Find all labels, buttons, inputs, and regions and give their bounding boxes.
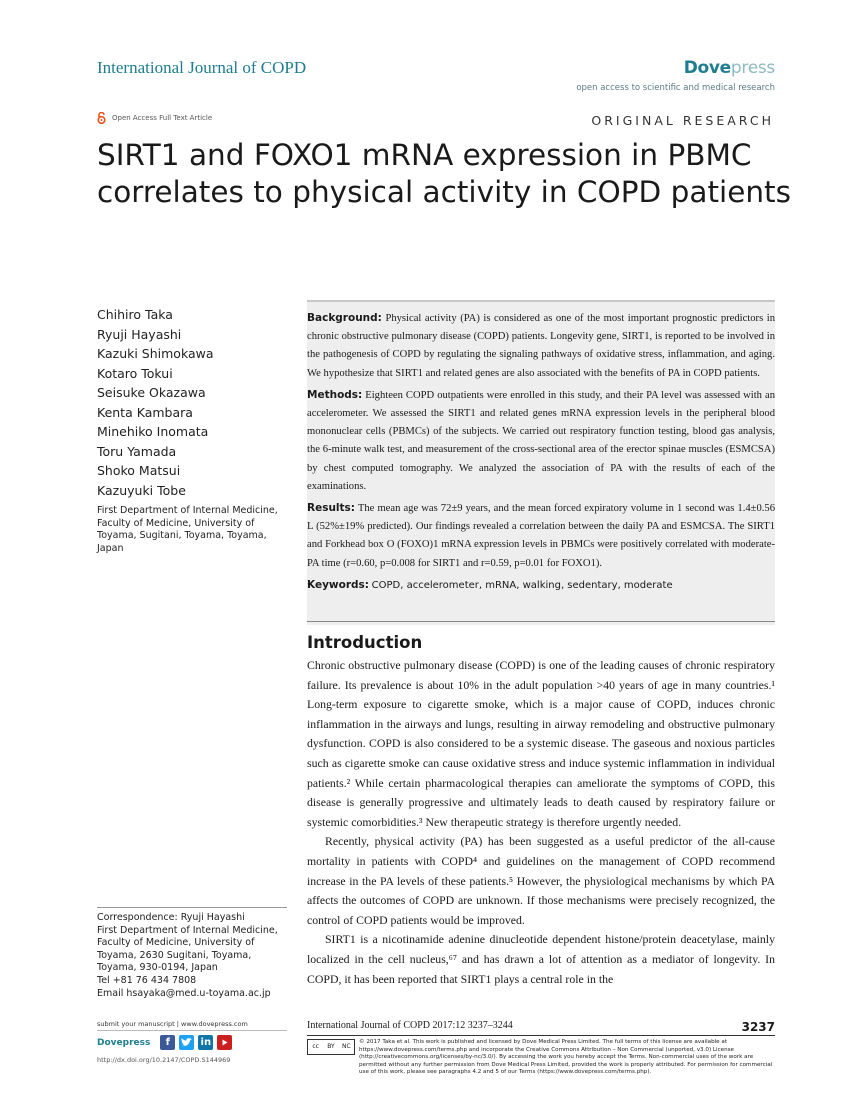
correspondence-divider: [97, 907, 287, 908]
license-text: © 2017 Taka et al. This work is published and licensed by Dove Medical Press Limited. The full terms of this license are available at https://www.dovepress.com/terms.php and incorporate the Creative Commons Attribution – Non Commercial (unported, v3.0) License (http://creativecommons.org/licenses/by-nc/3.0/). By accessing the work you hereby accept the Terms. Non-commercial uses of the work are permitted without any further permission from Dove Medical Press Limited, provided the work is properly attributed. For permission for commercial use of this work, please see paragraphs 4.2 and 5 of our Terms (https://www.dovepress.com/terms.php).: [359, 1039, 773, 1076]
author: Shoko Matsui: [97, 463, 181, 478]
correspondence-address: First Department of Internal Medicine, Faculty of Medicine, University of Toyama, 2630 Sugitani, Toyama, Toyama, 930-0194, Japan: [97, 924, 278, 974]
youtube-icon[interactable]: [217, 1035, 232, 1050]
results-text: The mean age was 72±9 years, and the mean forced expiratory volume in 1 second was 1.4±0.56 L (52%±19% predicted). Our findings revealed a correlation between the daily PA and ESMCSA. The SIRT1 and Forkhead box O (FOXO)1 mRNA expression levels in PBMCs were positively correlated with moderate-PA time (r=0.60, p=0.008 for SIRT1 and r=0.59, p=0.01 for FOXO1).: [307, 503, 775, 569]
results-label: Results:: [307, 502, 355, 515]
open-access-badge: [97, 112, 212, 124]
introduction-heading: Introduction: [307, 633, 423, 652]
abstract-results: [307, 496, 775, 573]
page-number: 3237: [741, 1020, 775, 1034]
submit-manuscript-link[interactable]: submit your manuscript | www.dovepress.com: [97, 1020, 287, 1031]
intro-paragraph: Chronic obstructive pulmonary disease (COPD) is one of the leading causes of chronic respiratory failure. Its prevalence is about 10% in the adult population >40 years of age in many countries.¹ Long-term exposure to cigarette smoke, which is a major cause of COPD, induces chronic inflammation in the airways and lungs, resulting in airway remodeling and obstructive pulmonary dysfunction. COPD is also considered to be a systemic disease. The gaseous and noxious particles such as cigarette smoke can cause oxidative stress and induce systemic inflammation in individual patients.² While certain pharmacological therapies can ameliorate the symptoms of COPD, this disease is generally progressive and ultimately leads to death caused by respiratory failure or systemic comorbidities.³ New therapeutic strategy is therefore urgently needed.: [307, 658, 775, 829]
correspondence-tel: Tel +81 76 434 7808: [97, 974, 197, 986]
abstract-methods: [307, 383, 775, 496]
abstract-keywords: [307, 573, 775, 595]
cc-license-icon[interactable]: [307, 1039, 355, 1055]
open-access-icon: [97, 112, 106, 124]
publisher-suffix: press: [730, 58, 775, 78]
abstract-background: [307, 306, 775, 383]
article-type: ORIGINAL RESEARCH: [591, 113, 774, 128]
cc-label: NC: [341, 1043, 351, 1051]
author: Toru Yamada: [97, 443, 177, 459]
correspondence-block: [97, 912, 287, 1000]
background-text: Physical activity (PA) is considered as one of the most important prognostic predictors in chronic obstructive pulmonary disease (COPD) patients. Longevity gene, SIRT1, is reported to be involved in the pathogenesis of COPD by regulating the signaling pathways of oxidative stress, inflammation, and aging. We hypothesize that SIRT1 and related genes are also associated with the benefits of PA in COPD patients.: [307, 313, 775, 379]
author: Kenta Kambara: [97, 404, 193, 420]
linkedin-icon[interactable]: in: [198, 1035, 213, 1050]
journal-title[interactable]: International Journal of COPD: [97, 58, 307, 77]
affiliation: First Department of Internal Medicine, Faculty of Medicine, University of Toyama, Sugitani, Toyama, Toyama, Japan: [97, 505, 278, 554]
author-list: [97, 305, 214, 500]
abstract-box: [307, 300, 775, 625]
correspondence-email[interactable]: Email hsayaka@med.u-toyama.ac.jp: [97, 987, 271, 999]
citation-row: [307, 1020, 775, 1036]
introduction-body: [307, 656, 775, 989]
author: Kazuyuki Tobe: [97, 482, 186, 498]
author: Minehiko Inomata: [97, 424, 209, 439]
author: Seisuke Okazawa: [97, 385, 206, 400]
keywords-text: COPD, accelerometer, mRNA, walking, sedentary, moderate: [371, 579, 673, 591]
publisher-tagline: open access to scientific and medical research: [576, 83, 775, 93]
dovepress-small-logo[interactable]: Dovepress: [97, 1037, 151, 1048]
footer-right: [307, 1020, 775, 1077]
doi-link[interactable]: http://dx.doi.org/10.2147/COPD.S144969: [97, 1056, 231, 1064]
author: Chihiro Taka: [97, 307, 173, 322]
correspondence-label: Correspondence: Ryuji Hayashi: [97, 912, 245, 923]
article-title: SIRT1 and FOXO1 mRNA expression in PBMC correlates to physical activity in COPD patients: [97, 138, 791, 209]
intro-paragraph: SIRT1 is a nicotinamide adenine dinucleotide dependent histone/protein deacetylase, mainly localized in the cell nucleus,⁶⁷ and has drawn a lot of attention as a mediator of longevity. In COPD, it has been reported that SIRT1 plays a central role in the: [307, 932, 775, 986]
methods-text: Eighteen COPD outpatients were enrolled in this study, and their PA level was assessed with an accelerometer. We assessed the SIRT1 and related genes mRNA expression levels in the peripheral blood mononuclear cells (PBMCs) of the subjects. We carried out respiratory function testing, blood gas analysis, the 6-minute walk test, and measurement of the cross-sectional area of the erector spinae muscles (ESMCSA) by chest computed tomography. We analyzed the association of PA with the results of each of the examinations.: [307, 389, 775, 492]
citation: International Journal of COPD 2017:12 3237–3244: [307, 1020, 513, 1031]
background-label: Background:: [307, 312, 382, 324]
methods-label: Methods:: [307, 388, 363, 401]
license-block: [307, 1039, 775, 1077]
author: Kotaro Tokui: [97, 365, 173, 381]
keywords-label: Keywords:: [307, 578, 369, 591]
section-divider: [307, 621, 775, 622]
publisher-logo[interactable]: [684, 58, 775, 78]
author: Kazuki Shimokawa: [97, 346, 214, 361]
intro-paragraph: Recently, physical activity (PA) has been suggested as a useful predictor of the all-cause mortality in patients with COPD⁴ and guidelines on the management of COPD recommend increase in the PA levels of these patients.⁵ However, the physiological mechanisms by which PA affects the outcomes of COPD are unknown. If those mechanisms were precisely recognized, the control of COPD patients would be improved.: [307, 834, 775, 927]
twitter-icon[interactable]: [179, 1035, 194, 1050]
footer-left: [97, 1020, 287, 1064]
open-access-label: Open Access Full Text Article: [112, 114, 213, 122]
cc-label: BY: [327, 1043, 335, 1051]
publisher-main: Dove: [683, 58, 731, 78]
facebook-icon[interactable]: f: [160, 1035, 175, 1050]
cc-label: cc: [312, 1043, 319, 1051]
social-row: [97, 1035, 287, 1050]
author: Ryuji Hayashi: [97, 326, 182, 342]
